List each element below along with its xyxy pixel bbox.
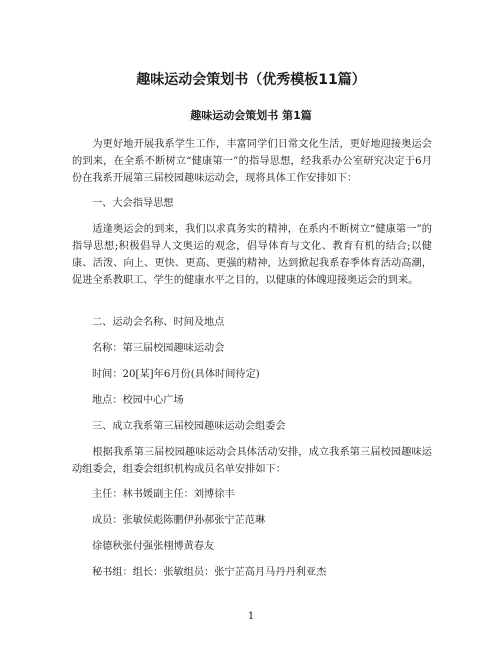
- section2-heading: 二、运动会名称、时间及地点: [92, 317, 225, 328]
- section-subtitle: 趣味运动会策划书 第1篇: [190, 109, 312, 122]
- section1-heading: 一、大会指导思想: [92, 198, 174, 209]
- director-line: 主任：林书媛副主任：刘博徐丰: [92, 489, 235, 500]
- intro-paragraph: 为更好地开展我系学生工作，丰富同学们日常文化生活，更好地迎接奥运会的到来，在全系不断树立“健康第一”的指导思想，经我系办公室研究决定于6月份在我系开展第三届校园趣味运动会，现将具体工作安排如下：: [72, 139, 432, 184]
- document-title: 趣味运动会策划书（优秀模板11篇）: [136, 72, 366, 88]
- event-time-line: 时间：20[某]年6月份(具体时间待定): [92, 369, 260, 380]
- section3-heading: 三、成立我系第三届校园趣味运动会组委会: [92, 421, 286, 432]
- event-name-line: 名称：第三届校园趣味运动会: [92, 343, 225, 354]
- section3-paragraph: 根据我系第三届校园趣味运动会具体活动安排，成立我系第三届校园趣味运动组委会，组委会组织机构成员名单安排如下：: [72, 447, 432, 475]
- secretariat-line: 秘书组：组长：张敏组员：张宁芷高月马丹丹利亚杰: [92, 567, 327, 578]
- section1-paragraph: 适逢奥运会的到来，我们以求真务实的精神，在系内不断树立“健康第一”的指导思想;积极倡导人文奥运的观念，倡导体育与文化、教育有机的结合;以健康、活泼、向上、更快、更高、更强的精神，达到掀起我系春季体育活动高潮，促进全系教职工、学生的健康水平之目的，以健康的体魄迎接奥运会的到来。: [72, 224, 432, 286]
- members-line: 成员：张敏侯彪陈鹏伊孙郝张宁芷范琳: [92, 515, 266, 526]
- members-line-2: 徐德秋张付强张栩博黄春友: [92, 541, 215, 552]
- event-place-line: 地点：校园中心广场: [92, 395, 184, 406]
- page-number: 1: [247, 611, 255, 622]
